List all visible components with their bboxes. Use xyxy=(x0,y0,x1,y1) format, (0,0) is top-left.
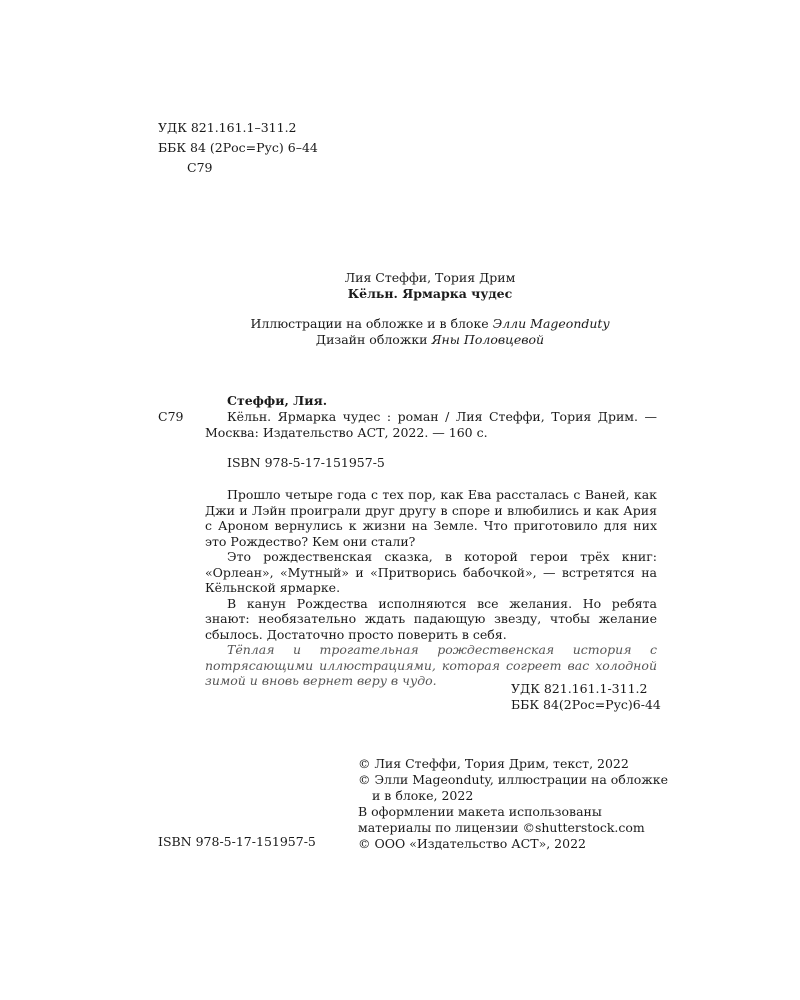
bib-description-text: Кёльн. Ярмарка чудес : роман / Лия Стеффи, Тория Дрим. — Москва: Издательство АСТ, 2022. — 160 с. xyxy=(205,409,657,440)
illustrator-name: Элли Mageonduty xyxy=(492,316,610,331)
author-mark: С79 xyxy=(187,160,213,175)
classification-block xyxy=(158,120,318,176)
copyright-text: © Лия Стеффи, Тория Дрим, текст, 2022 xyxy=(358,756,629,771)
illustrations-prefix: Иллюстрации на обложке и в блоке xyxy=(250,316,493,331)
copyright-block xyxy=(358,756,668,852)
annotation-paragraph: Это рождественская сказка, в которой герои трёх книг: «Орлеан», «Мутный» и «Притворись бабочкой», — встретятся на Кёльнской ярмарке. xyxy=(205,549,657,595)
layout-notice-cont: материалы по лицензии ©shutterstock.com xyxy=(358,820,645,835)
bbk-code: ББК 84 (2Рос=Рус) 6–44 xyxy=(158,140,318,155)
bib-heading: Стеффи, Лия. xyxy=(227,393,328,408)
layout-notice: В оформлении макета использованы xyxy=(358,804,602,819)
isbn-bottom: ISBN 978-5-17-151957-5 xyxy=(158,834,316,849)
annotation-paragraph: В канун Рождества исполняются все желания. Но ребята знают: необязательно ждать падающую звезду, чтобы желание сбылось. Достаточно просто поверить в себя. xyxy=(205,595,657,642)
credits-block xyxy=(200,316,660,348)
codes-right xyxy=(511,681,661,713)
authors: Лия Стеффи, Тория Дрим xyxy=(344,270,516,285)
bib-isbn: ISBN 978-5-17-151957-5 xyxy=(227,455,385,470)
design-credit xyxy=(200,332,660,348)
annotation-note: Тёплая и трогательная рождественская история с потрясающими иллюстрациями, которая согреет вас холодной зимой и вновь вернет веру в чудо. xyxy=(205,642,657,688)
copyright-illustrations-cont: и в блоке, 2022 xyxy=(372,788,474,803)
copyright-illustrations: © Элли Mageonduty, иллюстрации на обложке xyxy=(358,772,668,787)
illustrations-credit xyxy=(200,316,660,332)
copyright-publisher: © ООО «Издательство АСТ», 2022 xyxy=(358,836,586,851)
title-block xyxy=(200,270,660,302)
bib-code: С79 xyxy=(158,409,184,424)
udk-code-right: УДК 821.161.1-311.2 xyxy=(511,681,648,696)
annotation xyxy=(205,487,657,689)
book-title: Кёльн. Ярмарка чудес xyxy=(347,286,513,301)
bib-description xyxy=(205,409,657,441)
designer-name: Яны Половцевой xyxy=(431,332,545,347)
udk-code: УДК 821.161.1–311.2 xyxy=(158,120,297,135)
design-prefix: Дизайн обложки xyxy=(315,332,432,347)
bbk-code-right: ББК 84(2Рос=Рус)6-44 xyxy=(511,697,661,712)
annotation-paragraph: Прошло четыре года с тех пор, как Ева рассталась с Ваней, как Джи и Лэйн проиграли друг другу в споре и влюбились и как Ария с Ароном вернулись к жизни на Земле. Что приготовило для них это Рождество? Кем они стали? xyxy=(205,487,657,549)
